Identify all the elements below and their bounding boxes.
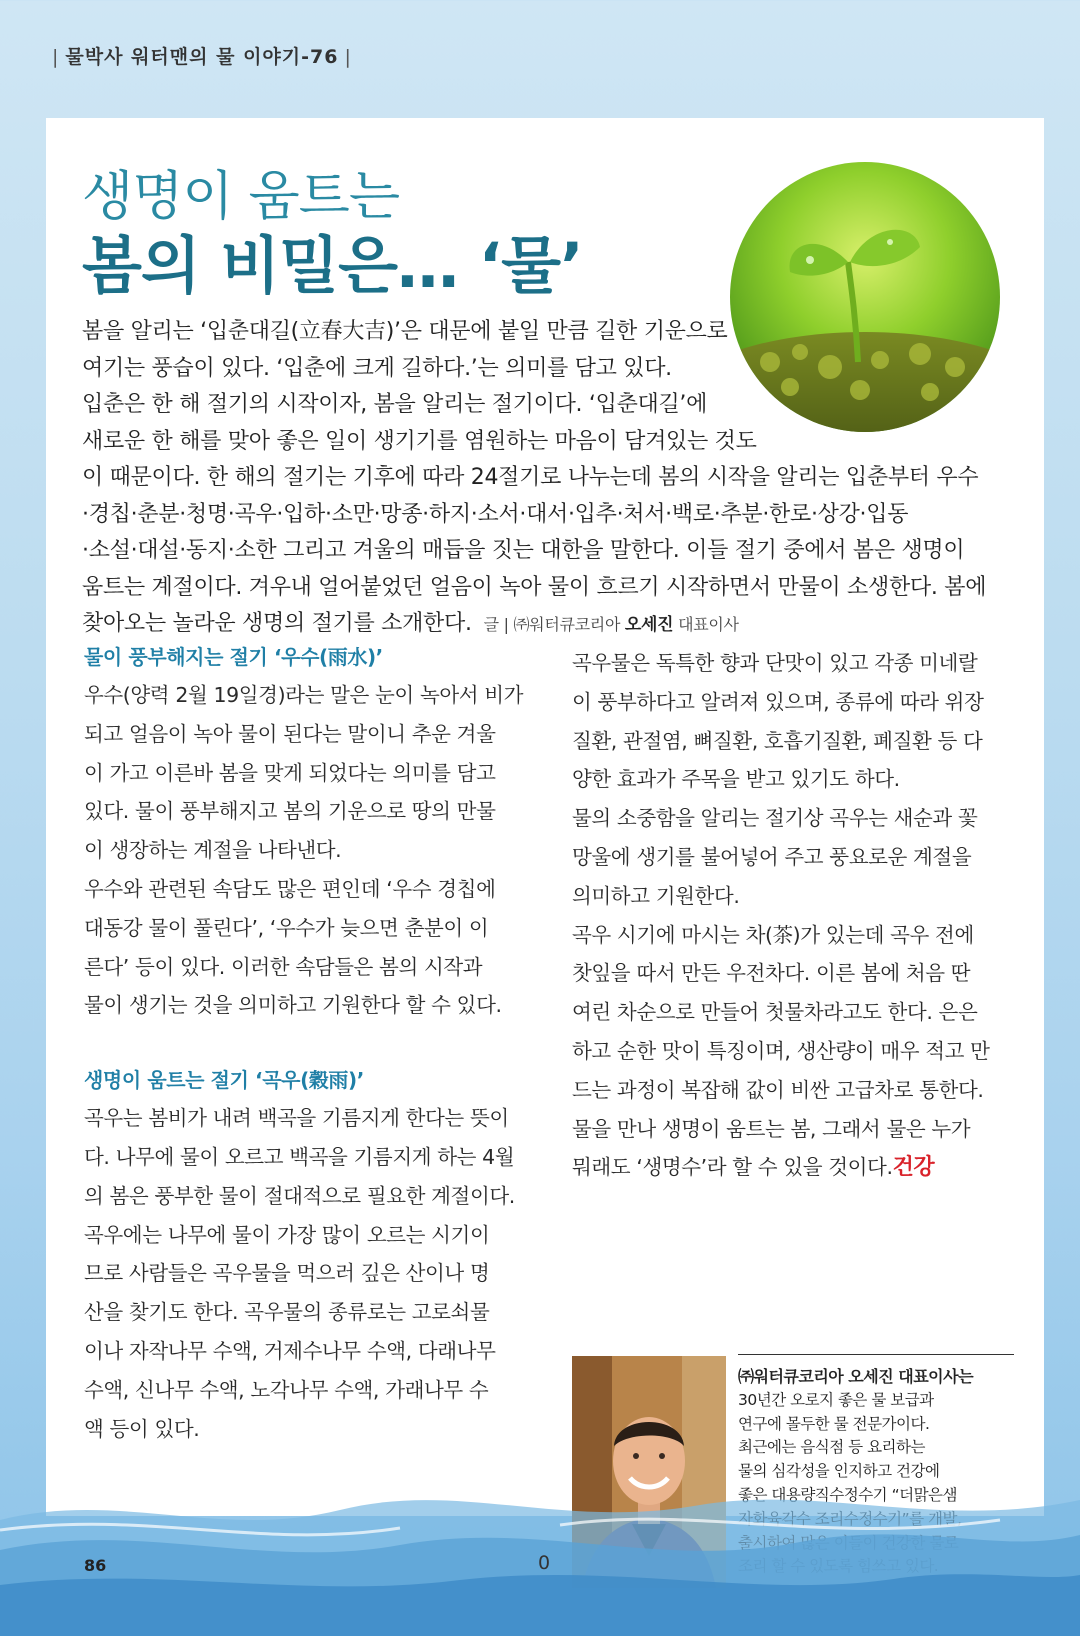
section1-heading: 물이 풍부해지는 절기 ‘우수(雨水)’ bbox=[84, 645, 383, 669]
left-column bbox=[84, 638, 524, 1448]
body-line: 므로 사람들은 곡우물을 먹으러 깊은 산이나 명 bbox=[84, 1261, 490, 1286]
byline-title: 대표이사 bbox=[678, 615, 739, 634]
body-line: 다. 나무에 물이 오르고 백곡을 기름지게 하는 4월 bbox=[84, 1144, 515, 1169]
health-end-mark: 건강 bbox=[892, 1154, 935, 1181]
byline-name: 오세진 bbox=[624, 615, 674, 635]
page-number: 86 bbox=[84, 1556, 107, 1575]
body-line: 이 생장하는 계절을 나타낸다. bbox=[84, 838, 342, 863]
byline-prefix: 글 | ㈜워터큐코리아 bbox=[483, 615, 621, 634]
body-line: 물이 생기는 것을 의미하고 기원한다 할 수 있다. bbox=[84, 993, 502, 1018]
intro-line: 찾아오는 놀라운 생명의 절기를 소개한다. bbox=[82, 611, 472, 636]
body-line: 있다. 물이 풍부해지고 봄의 기운으로 땅의 만물 bbox=[84, 799, 496, 824]
body-line: 른다’ 등이 있다. 이러한 속담들은 봄의 시작과 bbox=[84, 954, 483, 979]
body-line: 드는 과정이 복잡해 값이 비싼 고급차로 통한다. bbox=[572, 1077, 984, 1102]
intro-line: ·소설·대설·동지·소한 그리고 겨울의 매듭을 짓는 대한을 말한다. 이들 절기 중에서 봄은 생명이 bbox=[82, 538, 965, 563]
bio-line: 연구에 몰두한 물 전문가이다. bbox=[738, 1414, 930, 1433]
body-line: 이나 자작나무 수액, 거제수나무 수액, 다래나무 bbox=[84, 1338, 496, 1363]
section-gap bbox=[84, 1025, 516, 1061]
bio-line: 물의 심각성을 인지하고 건강에 bbox=[738, 1462, 940, 1481]
byline bbox=[484, 615, 739, 634]
body-line: 우수(양력 2월 19일경)라는 말은 눈이 녹아서 비가 bbox=[84, 683, 524, 707]
series-title: 물박사 워터맨의 물 이야기-76 bbox=[65, 46, 339, 68]
header-bar-right: | bbox=[344, 46, 352, 68]
bio-line: 좋은 대용량직수정수기 “더맑은샘 bbox=[738, 1485, 958, 1504]
article-card bbox=[46, 118, 1044, 1516]
body-line: 곡우 시기에 마시는 차(茶)가 있는데 곡우 전에 bbox=[572, 922, 974, 947]
body-line: 하고 순한 맛이 특징이며, 생산량이 매우 적고 만 bbox=[572, 1038, 990, 1063]
bio-line: 최근에는 음식점 등 요리하는 bbox=[738, 1438, 925, 1457]
title-line-1: 생명이 움트는 bbox=[82, 166, 400, 227]
body-line: 양한 효과가 주목을 받고 있기도 하다. bbox=[572, 767, 900, 792]
intro-line: 입춘은 한 해 절기의 시작이자, 봄을 알리는 절기이다. ‘입춘대길’에 bbox=[82, 392, 708, 417]
body-line: 되고 얼음이 녹아 물이 된다는 말이니 추운 겨울 bbox=[84, 721, 496, 746]
body-line: 이 풍부하다고 알려져 있으며, 종류에 따라 위장 bbox=[572, 689, 984, 714]
bio-line: 30년간 오로지 좋은 물 보급과 bbox=[738, 1390, 934, 1409]
intro-line: 봄을 알리는 ‘입춘대길(立春大吉)’은 대문에 붙일 만큼 길한 기운으로 bbox=[82, 319, 728, 344]
intro-paragraph bbox=[82, 314, 1002, 644]
right-column bbox=[572, 644, 1012, 1187]
body-line: 물을 만나 생명이 움트는 봄, 그래서 물은 누가 bbox=[572, 1116, 971, 1141]
body-line: 찻잎을 따서 만든 우전차다. 이른 봄에 처음 딴 bbox=[572, 961, 971, 986]
body-line: 대동강 물이 풀린다’, ‘우수가 늦으면 춘분이 이 bbox=[84, 915, 489, 940]
intro-line: 여기는 풍습이 있다. ‘입춘에 크게 길하다.’는 의미를 담고 있다. bbox=[82, 355, 672, 381]
body-line: 의미하고 기원한다. bbox=[572, 883, 740, 908]
body-line: 물의 소중함을 알리는 절기상 곡우는 새순과 꽃 bbox=[572, 806, 978, 831]
body-line: 질환, 관절염, 뼈질환, 호흡기질환, 폐질환 등 다 bbox=[572, 728, 983, 753]
body-line: 곡우는 봄비가 내려 백곡을 기름지게 한다는 뜻이 bbox=[84, 1106, 509, 1131]
bio-divider bbox=[738, 1354, 1014, 1355]
body-line: 수액, 신나무 수액, 노각나무 수액, 가래나무 수 bbox=[84, 1377, 489, 1402]
body-last-line bbox=[572, 1148, 1012, 1187]
footer-center-mark: 0 bbox=[538, 1552, 551, 1574]
body-line: 액 등이 있다. bbox=[84, 1416, 200, 1441]
header-bar-left: | bbox=[52, 46, 60, 68]
body-line: 곡우에는 나무에 물이 가장 많이 오르는 시기이 bbox=[84, 1222, 490, 1247]
body-line: 산을 찾기도 한다. 곡우물의 종류로는 고로쇠물 bbox=[84, 1300, 490, 1325]
water-wave-decoration bbox=[0, 1450, 1080, 1636]
intro-line: 이 때문이다. 한 해의 절기는 기후에 따라 24절기로 나누는데 봄의 시작을 알리는 입춘부터 우수 bbox=[82, 465, 979, 490]
intro-line: 움트는 계절이다. 겨우내 얼어붙었던 얼음이 녹아 물이 흐르기 시작하면서 만물이 소생한다. 봄에 bbox=[82, 574, 987, 600]
body-line: 뭐래도 ‘생명수’라 할 수 있을 것이다. bbox=[572, 1155, 893, 1180]
body-line: 여린 차순으로 만들어 첫물차라고도 한다. 은은 bbox=[572, 1000, 978, 1025]
body-line: 망울에 생기를 불어넣어 주고 풍요로운 계절을 bbox=[572, 844, 972, 869]
section2-heading: 생명이 움트는 절기 ‘곡우(穀雨)’ bbox=[84, 1068, 364, 1093]
body-line: 이 가고 이른바 봄을 맞게 되었다는 의미를 담고 bbox=[84, 760, 496, 785]
body-line: 우수와 관련된 속담도 많은 편인데 ‘우수 경칩에 bbox=[84, 876, 496, 901]
intro-line: ·경칩·춘분·청명·곡우·입하·소만·망종·하지·소서·대서·입추·처서·백로·추분·한로·상강·입동 bbox=[82, 501, 909, 527]
body-line: 곡우물은 독특한 향과 단맛이 있고 각종 미네랄 bbox=[572, 651, 978, 675]
title-line-2: 봄의 비밀은… ‘물’ bbox=[82, 229, 583, 302]
intro-line: 새로운 한 해를 맞아 좋은 일이 생기기를 염원하는 마음이 담겨있는 것도 bbox=[82, 428, 757, 454]
body-line: 의 봄은 풍부한 물이 절대적으로 필요한 계절이다. bbox=[84, 1183, 515, 1208]
bio-name: ㈜워터큐코리아 오세진 대표이사는 bbox=[738, 1367, 974, 1386]
series-header bbox=[46, 42, 358, 69]
